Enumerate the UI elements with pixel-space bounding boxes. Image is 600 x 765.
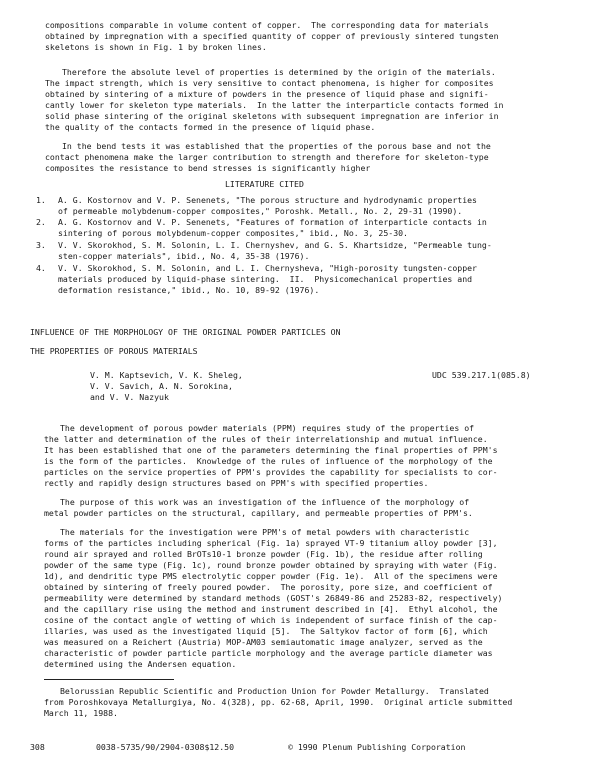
text-line: is the form of the particles. Knowledge of the rules of influence of the morphology of the (44, 456, 493, 466)
reference-number: 4. (36, 263, 46, 273)
text-line: March 11, 1988. (44, 708, 118, 718)
page-number: 308 (30, 742, 45, 752)
text-line: The impact strength, which is very sensitive to contact phenomena, is higher for composites (45, 78, 494, 88)
text-line: composites the resistance to bend stresses is significantly higher (45, 163, 371, 173)
author-line: V. V. Savich, A. N. Sorokina, (90, 381, 233, 391)
text-line: characteristic of powder particle particle morphology and the average particle diameter was (44, 648, 493, 658)
text-line: particles on the service properties of PPM's provides the capability for specialists to cor- (44, 467, 498, 477)
reference-line: V. V. Skorokhod, S. M. Solonin, and L. I. Chernysheva, "High-porosity tungsten-copper (58, 263, 477, 273)
reference-line: of permeable molybdenum-copper composites," Poroshk. Metall., No. 2, 29-31 (1990). (58, 206, 463, 216)
text-line: The development of porous powder materials (PPM) requires study of the properties of (60, 423, 475, 433)
text-line: It has been established that one of the parameters determining the final properties of PPM's (44, 445, 498, 455)
author-line: V. M. Kaptsevich, V. K. Sheleg, (90, 370, 243, 380)
text-line: permeability were determined by standard methods (GOST's 26849-86 and 25283-82, respectively) (44, 593, 503, 603)
text-line: obtained by sintering of a mixture of powders in the presence of liquid phase and signifi- (45, 89, 489, 99)
text-line: skeletons is shown in Fig. 1 by broken lines. (45, 42, 267, 52)
text-line: metal powder particles on the structural, capillary, and permeable properties of PPM's. (44, 508, 473, 518)
text-line: 1d), and dendritic type PMS electrolytic copper powder (Fig. 1e). All of the specimens were (44, 571, 498, 581)
text-line: In the bend tests it was established that the properties of the porous base and not the (62, 141, 491, 151)
text-line: compositions comparable in volume content of copper. The corresponding data for materials (45, 20, 489, 30)
reference-line: sten-copper materials", ibid., No. 4, 35-38 (1976). (58, 251, 310, 261)
text-line: determined using the Andersen equation. (44, 659, 237, 669)
text-line: the quality of the contacts formed in the presence of liquid phase. (45, 122, 376, 132)
text-line: and the capillary rise using the method and instrument described in [4]. Ethyl alcohol, the (44, 604, 498, 614)
text-line: cantly lower for skeleton type materials. In the latter the interparticle contacts formed in (45, 100, 504, 110)
reference-line: V. V. Skorokhod, S. M. Solonin, L. I. Chernyshev, and G. S. Khartsidze, "Permeable tung- (58, 240, 492, 250)
journal-code: 0038-5735/90/2904-0308$12.50 (96, 742, 235, 752)
title-line: THE PROPERTIES OF POROUS MATERIALS (30, 346, 198, 356)
text-line: was measured on a Reichert (Austria) MOP-AM03 semiautomatic image analyzer, served as the (44, 637, 483, 647)
text-line: the latter and determination of the rules of their interrelationship and mutual influence. (44, 434, 488, 444)
text-line: contact phenomena make the larger contribution to strength and therefore for skeleton-type (45, 152, 489, 162)
text-line: Belorussian Republic Scientific and Production Union for Powder Metallurgy. Translated (60, 686, 489, 696)
text-line: The purpose of this work was an investigation of the influence of the morphology of (60, 497, 470, 507)
text-line: forms of the particles including spherical (Fig. 1a) sprayed VT-9 titanium alloy powder [3], (44, 538, 498, 548)
udc-code: UDC 539.217.1(085.8) (432, 370, 531, 380)
text-line: solid phase sintering of the original skeletons with subsequent impregnation are inferior in (45, 111, 499, 121)
text-line: cosine of the contact angle of wetting of which is independent of surface finish of the cap- (44, 615, 498, 625)
text-line: The materials for the investigation were PPM's of metal powders with characteristic (60, 527, 470, 537)
text-line: Therefore the absolute level of properties is determined by the origin of the materials. (62, 67, 496, 77)
reference-line: A. G. Kostornov and V. P. Senenets, "The porous structure and hydrodynamic properties (58, 195, 477, 205)
reference-line: deformation resistance," ibid., No. 10, 89-92 (1976). (58, 285, 320, 295)
text-line: obtained by impregnation with a specified quantity of copper of previously sintered tungsten (45, 31, 499, 41)
literature-heading: LITERATURE CITED (225, 179, 304, 189)
title-line: INFLUENCE OF THE MORPHOLOGY OF THE ORIGINAL POWDER PARTICLES ON (30, 327, 341, 337)
text-line: powder of the same type (Fig. 1c), round bronze powder obtained by spraying with water (Fig. (44, 560, 498, 570)
reference-number: 1. (36, 195, 46, 205)
reference-number: 3. (36, 240, 46, 250)
text-line: rectly and rapidly design structures based on PPM's with specified properties. (44, 478, 429, 488)
text-line: round air sprayed and rolled BrOTs10-1 bronze powder (Fig. 1b), the residue after rolling (44, 549, 483, 559)
reference-number: 2. (36, 217, 46, 227)
reference-line: materials produced by liquid-phase sintering. II. Physicomechanical properties and (58, 274, 473, 284)
footnote-divider (44, 679, 174, 680)
copyright: © 1990 Plenum Publishing Corporation (288, 742, 466, 752)
text-line: from Poroshkovaya Metallurgiya, No. 4(328), pp. 62-68, April, 1990. Original article submitted (44, 697, 513, 707)
reference-line: sintering of porous molybdenum-copper composites," ibid., No. 3, 25-30. (58, 228, 408, 238)
author-line: and V. V. Nazyuk (90, 392, 169, 402)
reference-line: A. G. Kostornov and V. P. Senenets, "Features of formation of interparticle contacts in (58, 217, 487, 227)
text-line: illaries, was used as the investigated liquid [5]. The Saltykov factor of form [6], which (44, 626, 488, 636)
text-line: obtained by sintering of freely poured powder. The porosity, pore size, and coefficient of (44, 582, 493, 592)
